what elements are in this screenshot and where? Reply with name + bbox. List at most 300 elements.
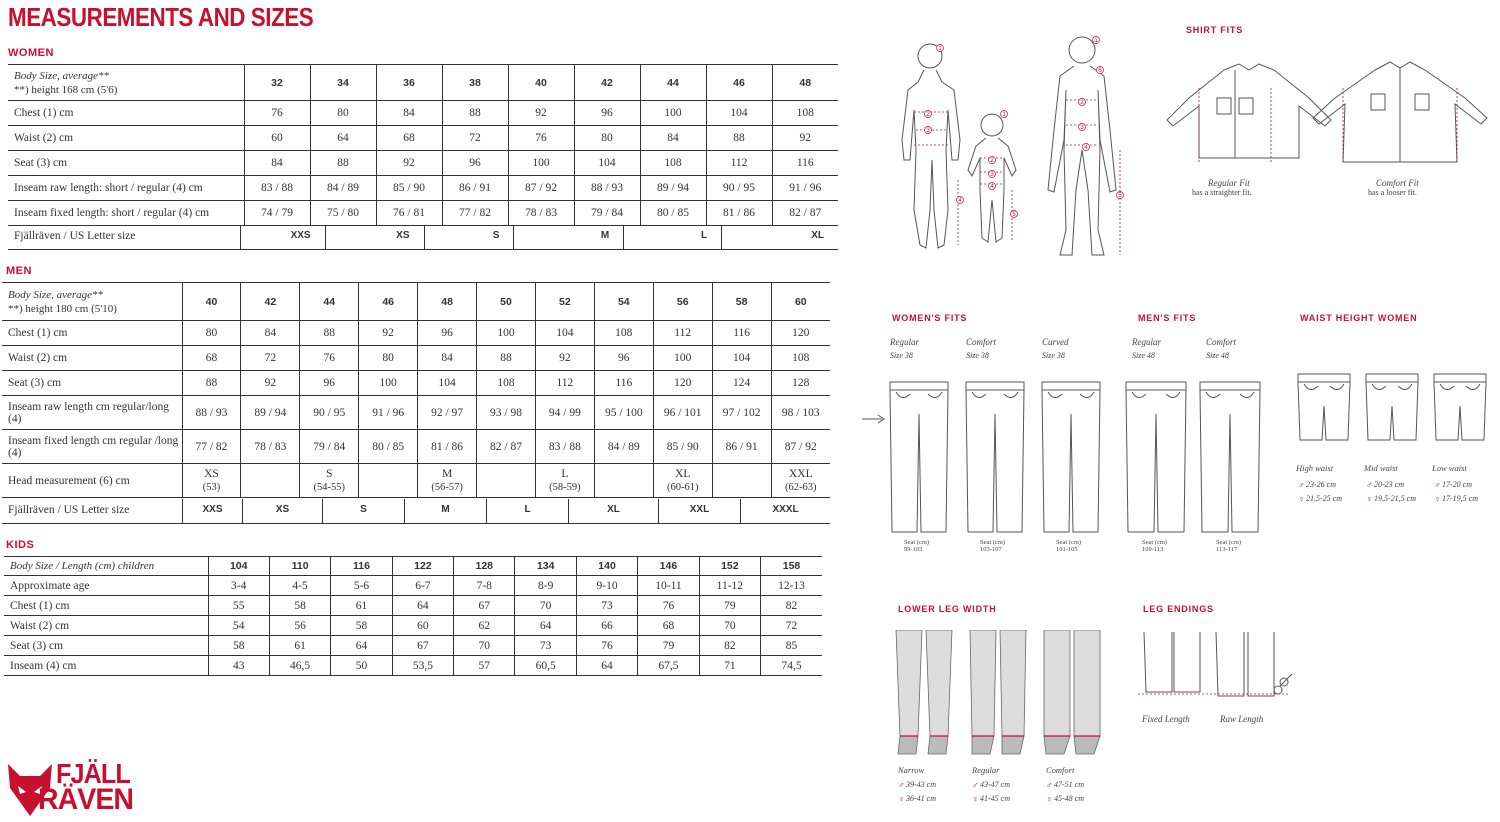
table-cell: 70 [699, 616, 760, 636]
measurement-marker-label: 1 [1002, 112, 1006, 118]
table-cell: 78 / 83 [508, 201, 574, 226]
lower-leg-name: Comfort [1046, 765, 1075, 775]
women-heading: WOMEN [8, 47, 54, 59]
table-cell: 88 [300, 321, 359, 346]
female-icon: ♀ [898, 794, 905, 804]
male-icon: ♂ [972, 780, 979, 790]
head-cm: (53) [202, 481, 221, 493]
table-cell: 85 / 90 [376, 176, 442, 201]
table-cell: 112 [706, 151, 772, 176]
lower-leg-male: 43-47 cm [980, 780, 1010, 789]
head-measurement-cell [712, 464, 771, 498]
table-cell: 50 [331, 656, 392, 676]
table-cell: 87 / 92 [771, 430, 830, 464]
table-cell: 56 [269, 616, 330, 636]
table-cell: 9-10 [576, 576, 637, 596]
lower-leg-heading: LOWER LEG WIDTH [898, 604, 997, 614]
table-cell: 75 / 80 [310, 201, 376, 226]
table-cell: 108 [594, 321, 653, 346]
shirt-fits-illustration [1165, 58, 1495, 168]
table-cell: 53,5 [392, 656, 453, 676]
table-cell: 79 [699, 596, 760, 616]
male-icon: ♂ [1298, 480, 1305, 490]
row-label: Inseam fixed length: short / regular (4) cm [8, 201, 244, 226]
table-cell: 10-11 [638, 576, 699, 596]
male-icon: ♂ [1046, 780, 1053, 790]
head-size: XXL [788, 467, 813, 480]
logo-line-2: RÄVEN [38, 783, 134, 816]
kids-size-header: 128 [454, 557, 515, 576]
table-cell: 100 [359, 371, 418, 396]
table-cell: 68 [638, 616, 699, 636]
measurement-marker-label: 4 [990, 184, 994, 190]
table-cell: 73 [576, 596, 637, 616]
women-size-header: 42 [574, 65, 640, 101]
shirt-fits-heading: SHIRT FITS [1186, 25, 1243, 35]
men-size-header: 44 [300, 283, 359, 321]
table-cell: 67 [392, 636, 453, 656]
fixed-length-caption: Fixed Length [1142, 714, 1190, 724]
womens-fit-size: Size 38 [966, 351, 989, 360]
table-cell: 112 [535, 371, 594, 396]
table-cell: 8-9 [515, 576, 576, 596]
head-size: XS [204, 467, 219, 480]
mens-fit-size: Size 48 [1206, 351, 1229, 360]
seat-label: Seat (cm) [1056, 539, 1082, 546]
table-cell: 68 [182, 346, 241, 371]
table-cell: 90 / 95 [300, 396, 359, 430]
women-size-header: 40 [508, 65, 574, 101]
kids-size-header: 146 [638, 557, 699, 576]
lower-leg-name: Regular [972, 765, 1000, 775]
waist-height-name: Mid waist [1364, 463, 1398, 473]
lower-leg-male: 47-51 cm [1054, 780, 1084, 789]
table-cell: 89 / 94 [640, 176, 706, 201]
table-cell: 88 [706, 126, 772, 151]
men-letter-size-row [2, 499, 830, 524]
leg-endings-heading: LEG ENDINGS [1143, 604, 1214, 614]
table-row [2, 430, 830, 464]
table-cell: 91 / 96 [359, 396, 418, 430]
table-cell: 5-6 [331, 576, 392, 596]
measurement-marker-label: 2 [1080, 100, 1084, 106]
table-cell: 108 [640, 151, 706, 176]
waist-height-female: 21,5-25 cm [1306, 494, 1342, 503]
head-measurement-label: Head measurement (6) cm [2, 464, 182, 498]
table-cell: 43 [208, 656, 269, 676]
table-row [2, 396, 830, 430]
women-letter-size: XL [721, 225, 838, 249]
table-row [4, 636, 822, 656]
men-letter-size: S [322, 499, 404, 523]
womens-fit-pant-illustration [964, 380, 1026, 538]
comfort-fit-caption: Comfort Fit [1376, 178, 1419, 188]
table-cell: 88 / 93 [182, 396, 241, 430]
table-cell: 55 [208, 596, 269, 616]
table-cell: 57 [454, 656, 515, 676]
head-measurement-cell [535, 464, 594, 498]
table-cell: 67 [454, 596, 515, 616]
table-cell: 62 [454, 616, 515, 636]
table-cell: 86 / 91 [442, 176, 508, 201]
seat-value: 113-117 [1216, 546, 1238, 553]
table-row [4, 616, 822, 636]
leg-endings-illustration [1138, 630, 1298, 710]
table-cell: 96 [594, 346, 653, 371]
women-body-size-label [8, 65, 244, 101]
table-cell: 85 [761, 636, 822, 656]
mens-fit-name: Comfort [1206, 337, 1237, 347]
men-letter-size: L [486, 499, 568, 523]
table-cell: 87 / 92 [508, 176, 574, 201]
female-icon: ♀ [972, 794, 979, 804]
table-cell: 82 / 87 [772, 201, 838, 226]
measurement-marker-label: 2 [926, 112, 930, 118]
womens-fit-name: Curved [1042, 337, 1069, 347]
male-icon: ♂ [898, 780, 905, 790]
table-row [8, 126, 838, 151]
kids-size-table [4, 556, 822, 676]
table-cell: 80 [182, 321, 241, 346]
row-label: Inseam fixed length cm regular /long (4) [2, 430, 182, 464]
lower-leg-female: 45-48 cm [1054, 794, 1084, 803]
table-cell: 72 [761, 616, 822, 636]
table-cell: 85 / 90 [653, 430, 712, 464]
waist-height-male: 17-20 cm [1442, 480, 1472, 489]
men-body-label-line1: Body Size, average** [8, 288, 103, 301]
women-letter-size: XS [325, 225, 424, 249]
men-size-header: 54 [594, 283, 653, 321]
table-row [4, 656, 822, 676]
table-cell: 104 [418, 371, 477, 396]
measurement-marker-label: 5 [1012, 212, 1016, 218]
table-cell: 79 [638, 636, 699, 656]
table-cell: 78 / 83 [241, 430, 300, 464]
women-letter-size: S [424, 225, 514, 249]
men-size-header: 52 [535, 283, 594, 321]
logo-line-1: FJÄLL [56, 758, 130, 789]
table-cell: 74 / 79 [244, 201, 310, 226]
lower-leg-female: 41-45 cm [980, 794, 1010, 803]
measurement-marker-label: 2 [990, 158, 994, 164]
measurement-marker-label: 6 [1098, 68, 1102, 74]
waist-height-male: 23-26 cm [1306, 480, 1336, 489]
men-size-table [2, 282, 830, 498]
seat-label: Seat (cm) [1216, 539, 1242, 546]
kids-heading: KIDS [6, 539, 35, 551]
table-cell: 88 / 93 [574, 176, 640, 201]
seat-label: Seat (cm) [904, 539, 930, 546]
women-body-label-line2: **) height 168 cm (5'6) [14, 83, 118, 96]
men-letter-size: XXL [658, 499, 740, 523]
table-cell: 11-12 [699, 576, 760, 596]
kids-size-header: 110 [269, 557, 330, 576]
table-cell: 92 [359, 321, 418, 346]
table-cell: 95 / 100 [594, 396, 653, 430]
women-letter-size-label: Fjällräven / US Letter size [14, 230, 136, 242]
women-size-header: 32 [244, 65, 310, 101]
head-cm: (56-57) [431, 481, 463, 493]
men-letter-size: XS [242, 499, 322, 523]
table-cell: 98 / 103 [771, 396, 830, 430]
table-cell: 108 [771, 346, 830, 371]
table-cell: 104 [712, 346, 771, 371]
table-cell: 76 [638, 596, 699, 616]
table-cell: 76 [508, 126, 574, 151]
table-cell: 104 [535, 321, 594, 346]
table-cell: 7-8 [454, 576, 515, 596]
womens-fit-name: Comfort [966, 337, 997, 347]
table-cell: 89 / 94 [241, 396, 300, 430]
table-cell: 91 / 96 [772, 176, 838, 201]
men-heading: MEN [6, 265, 32, 277]
table-row [4, 596, 822, 616]
table-row [2, 346, 830, 371]
seat-value: 109-113 [1142, 546, 1164, 553]
row-label: Inseam raw length: short / regular (4) cm [8, 176, 244, 201]
table-cell: 92 [241, 371, 300, 396]
seat-value: 99-103 [904, 546, 923, 553]
table-cell: 84 [376, 101, 442, 126]
table-cell: 67,5 [638, 656, 699, 676]
female-icon: ♀ [1298, 494, 1305, 504]
measurement-marker-label: 3 [990, 172, 994, 178]
table-cell: 58 [208, 636, 269, 656]
men-size-header: 48 [418, 283, 477, 321]
table-cell: 80 / 85 [640, 201, 706, 226]
table-cell: 82 [761, 596, 822, 616]
table-cell: 116 [772, 151, 838, 176]
waist-height-male: 20-23 cm [1374, 480, 1404, 489]
kids-size-header: 122 [392, 557, 453, 576]
men-body-label-line2: **) height 180 cm (5'10) [8, 302, 117, 315]
seat-value: 103-107 [980, 546, 1002, 553]
lower-leg-illustration [1040, 630, 1104, 760]
mens-fit-pant-illustration [1198, 380, 1262, 538]
table-cell: 79 / 84 [300, 430, 359, 464]
comfort-fit-desc: has a looser fit. [1368, 188, 1417, 197]
table-cell: 64 [515, 616, 576, 636]
waist-height-female: 17-19,5 cm [1442, 494, 1478, 503]
women-body-label-line1: Body Size, average** [14, 69, 109, 82]
table-cell: 58 [269, 596, 330, 616]
table-cell: 86 / 91 [712, 430, 771, 464]
table-cell: 3-4 [208, 576, 269, 596]
table-cell: 96 [574, 101, 640, 126]
womens-fit-pant-illustration [888, 380, 950, 538]
table-cell: 58 [331, 616, 392, 636]
women-size-header: 36 [376, 65, 442, 101]
lower-leg-male: 39-43 cm [906, 780, 936, 789]
table-cell: 6-7 [392, 576, 453, 596]
table-cell: 92 [535, 346, 594, 371]
mens-fit-pant-illustration [1124, 380, 1188, 538]
women-size-header: 46 [706, 65, 772, 101]
women-size-table [8, 64, 838, 226]
table-cell: 100 [477, 321, 536, 346]
measurement-marker-label: 1 [938, 46, 942, 52]
table-cell: 84 / 89 [310, 176, 376, 201]
men-size-header: 56 [653, 283, 712, 321]
measurement-marker-label: 3 [1080, 125, 1084, 131]
women-letter-size: M [513, 225, 623, 249]
body-figures-illustration [880, 30, 1140, 260]
table-row [8, 176, 838, 201]
row-label: Inseam (4) cm [4, 656, 208, 676]
table-cell: 80 / 85 [359, 430, 418, 464]
lower-leg-name: Narrow [898, 765, 925, 775]
table-cell: 124 [712, 371, 771, 396]
waist-height-name: Low waist [1432, 463, 1467, 473]
table-cell: 4-5 [269, 576, 330, 596]
women-letter-size-row [8, 225, 838, 250]
lower-leg-illustration [892, 630, 956, 760]
table-cell: 76 / 81 [376, 201, 442, 226]
row-label: Waist (2) cm [8, 126, 244, 151]
lower-leg-female: 36-41 cm [906, 794, 936, 803]
table-cell: 80 [359, 346, 418, 371]
table-row [8, 201, 838, 226]
table-cell: 80 [574, 126, 640, 151]
table-cell: 88 [477, 346, 536, 371]
kids-size-header: 116 [331, 557, 392, 576]
table-cell: 70 [515, 596, 576, 616]
table-cell: 77 / 82 [182, 430, 241, 464]
table-cell: 96 [442, 151, 508, 176]
table-cell: 83 / 88 [535, 430, 594, 464]
table-row [2, 464, 830, 498]
womens-fit-size: Size 38 [890, 351, 913, 360]
men-body-size-label [2, 283, 182, 321]
waist-height-pant-illustration [1296, 372, 1352, 446]
female-icon: ♀ [1366, 494, 1373, 504]
measurement-marker-label: 1 [1094, 38, 1098, 44]
table-cell: 66 [576, 616, 637, 636]
measurement-marker-label: 3 [926, 128, 930, 134]
table-cell: 88 [442, 101, 508, 126]
head-cm: (58-59) [549, 481, 581, 493]
kids-header-label: Body Size / Length (cm) children [4, 557, 208, 576]
arrow-right-icon [862, 414, 886, 424]
raw-length-caption: Raw Length [1220, 714, 1264, 724]
table-row [4, 576, 822, 596]
table-cell: 120 [653, 371, 712, 396]
table-cell: 61 [269, 636, 330, 656]
head-measurement-cell [241, 464, 300, 498]
seat-label: Seat (cm) [1142, 539, 1168, 546]
measurement-marker-label: 4 [1084, 145, 1088, 151]
men-letter-size: XXS [182, 499, 242, 523]
head-measurement-cell [653, 464, 712, 498]
table-cell: 84 [640, 126, 706, 151]
table-cell: 97 / 102 [712, 396, 771, 430]
kids-size-header: 158 [761, 557, 822, 576]
table-cell: 60 [392, 616, 453, 636]
row-label: Seat (3) cm [8, 151, 244, 176]
table-cell: 71 [699, 656, 760, 676]
womens-fits-heading: WOMEN'S FITS [892, 313, 968, 323]
table-cell: 76 [244, 101, 310, 126]
table-row [8, 151, 838, 176]
kids-size-header: 140 [576, 557, 637, 576]
men-size-header: 58 [712, 283, 771, 321]
waist-height-heading: WAIST HEIGHT WOMEN [1300, 313, 1418, 323]
women-letter-size: L [623, 225, 721, 249]
table-cell: 128 [771, 371, 830, 396]
men-size-header: 50 [477, 283, 536, 321]
table-cell: 108 [477, 371, 536, 396]
womens-fit-size: Size 38 [1042, 351, 1065, 360]
lower-leg-illustration [966, 630, 1030, 760]
seat-label: Seat (cm) [980, 539, 1006, 546]
table-cell: 84 [244, 151, 310, 176]
table-cell: 116 [712, 321, 771, 346]
table-cell: 64 [310, 126, 376, 151]
kids-size-header: 134 [515, 557, 576, 576]
row-label: Chest (1) cm [8, 101, 244, 126]
measurement-marker-label: 4 [958, 198, 962, 204]
page-title: MEASUREMENTS AND SIZES [8, 2, 314, 32]
table-cell: 84 [241, 321, 300, 346]
regular-fit-caption: Regular Fit [1208, 178, 1250, 188]
seat-value: 101-105 [1056, 546, 1078, 553]
mens-fit-size: Size 48 [1132, 351, 1155, 360]
table-cell: 54 [208, 616, 269, 636]
table-cell: 92 [508, 101, 574, 126]
men-letter-size-label: Fjällräven / US Letter size [8, 504, 130, 516]
table-cell: 100 [640, 101, 706, 126]
head-measurement-cell [182, 464, 241, 498]
waist-height-name: High waist [1296, 463, 1334, 473]
table-cell: 72 [241, 346, 300, 371]
head-measurement-cell [594, 464, 653, 498]
table-cell: 94 / 99 [535, 396, 594, 430]
table-cell: 88 [310, 151, 376, 176]
men-letter-size: M [404, 499, 486, 523]
head-size: M [441, 467, 453, 480]
table-cell: 60 [244, 126, 310, 151]
table-cell: 72 [442, 126, 508, 151]
table-cell: 84 [418, 346, 477, 371]
mens-fits-heading: MEN'S FITS [1138, 313, 1197, 323]
head-cm: (54-55) [313, 481, 346, 493]
table-cell: 116 [594, 371, 653, 396]
head-size: L [561, 467, 569, 480]
womens-fit-pant-illustration [1040, 380, 1102, 538]
table-cell: 73 [515, 636, 576, 656]
table-cell: 108 [772, 101, 838, 126]
head-size: XL [675, 467, 691, 480]
table-cell: 82 / 87 [477, 430, 536, 464]
table-cell: 64 [576, 656, 637, 676]
womens-fit-name: Regular [890, 337, 919, 347]
women-letter-size: XXS [240, 225, 325, 249]
table-cell: 90 / 95 [706, 176, 772, 201]
women-size-header: 44 [640, 65, 706, 101]
row-label: Seat (3) cm [4, 636, 208, 656]
head-size: S [326, 467, 333, 480]
table-cell: 64 [331, 636, 392, 656]
waist-height-pant-illustration [1432, 372, 1488, 446]
row-label: Chest (1) cm [4, 596, 208, 616]
table-row [2, 371, 830, 396]
female-icon: ♀ [1434, 494, 1441, 504]
table-cell: 96 [418, 321, 477, 346]
men-size-header: 40 [182, 283, 241, 321]
table-cell: 77 / 82 [442, 201, 508, 226]
table-row [8, 101, 838, 126]
table-cell: 84 / 89 [594, 430, 653, 464]
